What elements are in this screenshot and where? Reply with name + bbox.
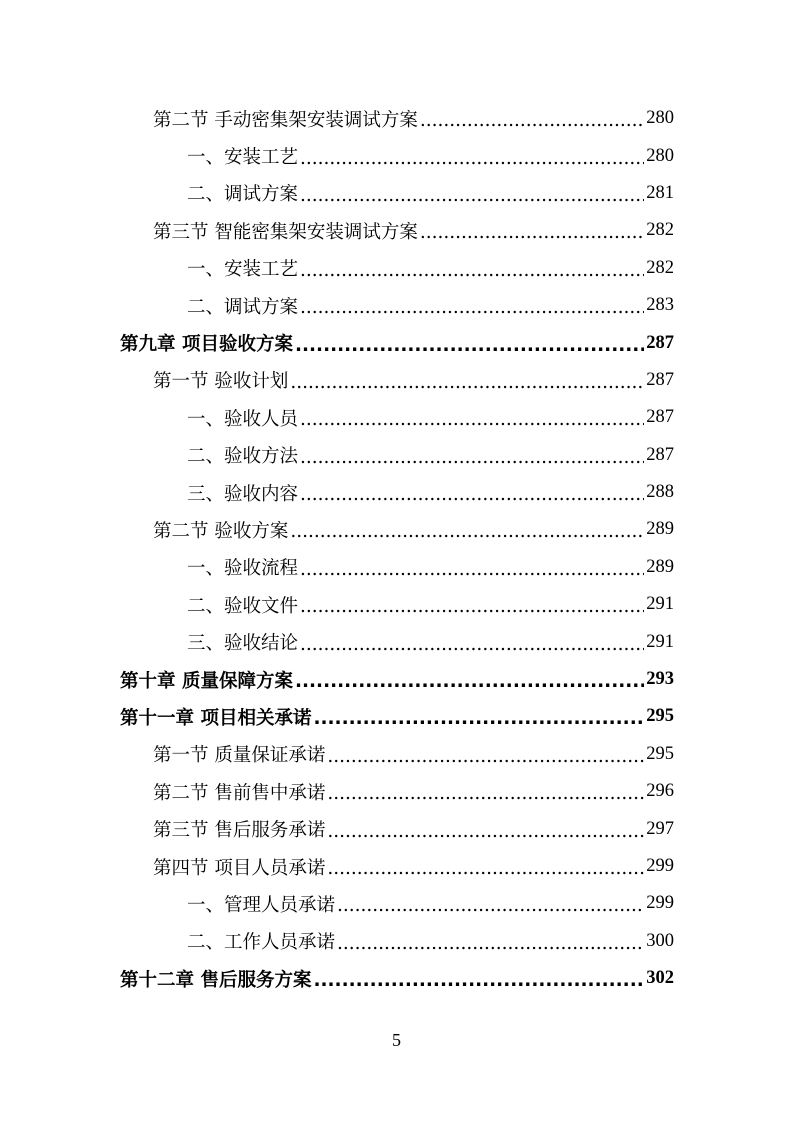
toc-leader-dots (300, 297, 644, 318)
toc-leader-dots (300, 596, 644, 617)
toc-entry-page: 283 (646, 295, 674, 316)
toc-entry[interactable] (0, 885, 793, 922)
toc-entry-page: 282 (646, 220, 674, 241)
toc-entry-title: 第十二章 售后服务方案 (120, 969, 312, 991)
toc-entry-title: 二、验收文件 (187, 595, 299, 617)
toc-entry[interactable] (0, 736, 793, 773)
toc-entry-page: 287 (646, 407, 674, 428)
toc-leader-dots (327, 783, 644, 804)
toc-leader-dots (290, 521, 644, 542)
toc-entry[interactable] (0, 100, 793, 137)
toc-entry-page: 287 (646, 332, 674, 353)
toc-leader-dots (300, 559, 644, 580)
toc-leader-dots (300, 484, 644, 505)
toc-entry-title: 一、管理人员承诺 (187, 894, 336, 916)
table-of-contents (0, 100, 793, 997)
toc-leader-dots (300, 260, 644, 281)
toc-entry[interactable] (0, 923, 793, 960)
toc-leader-dots (295, 335, 644, 356)
toc-entry[interactable] (0, 623, 793, 660)
toc-entry-page: 297 (646, 818, 674, 839)
toc-leader-dots (300, 409, 644, 430)
toc-entry-page: 295 (646, 706, 674, 727)
toc-entry-page: 299 (646, 893, 674, 914)
toc-entry-page: 289 (646, 519, 674, 540)
toc-entry-title: 第一节 质量保证承诺 (153, 745, 326, 767)
page-number: 5 (392, 1030, 401, 1050)
toc-chapter-entry[interactable] (0, 960, 793, 997)
toc-entry[interactable] (0, 511, 793, 548)
toc-entry[interactable] (0, 250, 793, 287)
toc-entry-title: 第二节 手动密集架安装调试方案 (153, 109, 418, 131)
toc-leader-dots (327, 821, 644, 842)
toc-entry[interactable] (0, 175, 793, 212)
toc-leader-dots (337, 933, 644, 954)
toc-entry-page: 281 (646, 182, 674, 203)
toc-entry-title: 一、验收人员 (187, 408, 299, 430)
toc-entry-page: 296 (646, 781, 674, 802)
toc-leader-dots (337, 895, 644, 916)
toc-leader-dots (300, 634, 644, 655)
toc-entry-title: 第九章 项目验收方案 (120, 334, 293, 356)
toc-leader-dots (295, 671, 644, 692)
toc-entry[interactable] (0, 362, 793, 399)
toc-entry-title: 二、工作人员承诺 (187, 932, 336, 954)
toc-entry[interactable] (0, 137, 793, 174)
toc-entry[interactable] (0, 437, 793, 474)
toc-entry-page: 287 (646, 444, 674, 465)
toc-entry-page: 295 (646, 743, 674, 764)
toc-entry-title: 第一节 验收计划 (153, 371, 289, 393)
toc-entry[interactable] (0, 212, 793, 249)
toc-entry-page: 289 (646, 556, 674, 577)
toc-entry-page: 300 (646, 930, 674, 951)
toc-entry-page: 291 (646, 631, 674, 652)
toc-leader-dots (300, 185, 644, 206)
toc-entry-title: 第四节 项目人员承诺 (153, 857, 326, 879)
toc-entry-page: 287 (646, 369, 674, 390)
toc-entry[interactable] (0, 399, 793, 436)
toc-entry-page: 291 (646, 594, 674, 615)
toc-entry[interactable] (0, 773, 793, 810)
toc-entry-page: 282 (646, 257, 674, 278)
toc-leader-dots (300, 148, 644, 169)
toc-entry-page: 280 (646, 108, 674, 129)
toc-entry[interactable] (0, 810, 793, 847)
toc-entry-title: 一、验收流程 (187, 558, 299, 580)
toc-leader-dots (420, 110, 644, 131)
toc-entry-title: 第三节 智能密集架安装调试方案 (153, 221, 418, 243)
toc-entry-title: 第二节 售前售中承诺 (153, 782, 326, 804)
toc-entry-title: 二、验收方法 (187, 446, 299, 468)
toc-entry-title: 第三节 售后服务承诺 (153, 820, 326, 842)
toc-leader-dots (290, 372, 644, 393)
toc-entry-title: 二、调试方案 (187, 184, 299, 206)
toc-entry-page: 299 (646, 856, 674, 876)
toc-entry-page: 302 (646, 968, 674, 989)
toc-leader-dots (327, 746, 644, 767)
toc-entry-title: 第十一章 项目相关承诺 (120, 707, 312, 729)
toc-entry-title: 三、验收内容 (187, 483, 299, 505)
toc-entry-title: 二、调试方案 (187, 296, 299, 318)
toc-entry-title: 三、验收结论 (187, 633, 299, 655)
toc-entry-title: 第十章 质量保障方案 (120, 670, 293, 692)
toc-entry[interactable] (0, 848, 793, 885)
toc-leader-dots (300, 447, 644, 468)
toc-entry-page: 288 (646, 482, 674, 503)
toc-entry-title: 一、安装工艺 (187, 259, 299, 281)
toc-entry-page: 280 (646, 145, 674, 166)
toc-entry[interactable] (0, 474, 793, 511)
toc-chapter-entry[interactable] (0, 698, 793, 735)
toc-entry-title: 第二节 验收方案 (153, 520, 289, 542)
toc-entry[interactable] (0, 586, 793, 623)
toc-entry-title: 一、安装工艺 (187, 147, 299, 169)
toc-leader-dots (420, 222, 644, 243)
toc-leader-dots (327, 858, 644, 879)
toc-chapter-entry[interactable] (0, 661, 793, 698)
toc-entry[interactable] (0, 549, 793, 586)
toc-leader-dots (313, 970, 644, 991)
toc-chapter-entry[interactable] (0, 324, 793, 361)
toc-leader-dots (313, 708, 644, 729)
toc-entry[interactable] (0, 287, 793, 324)
toc-entry-page: 293 (646, 669, 674, 690)
